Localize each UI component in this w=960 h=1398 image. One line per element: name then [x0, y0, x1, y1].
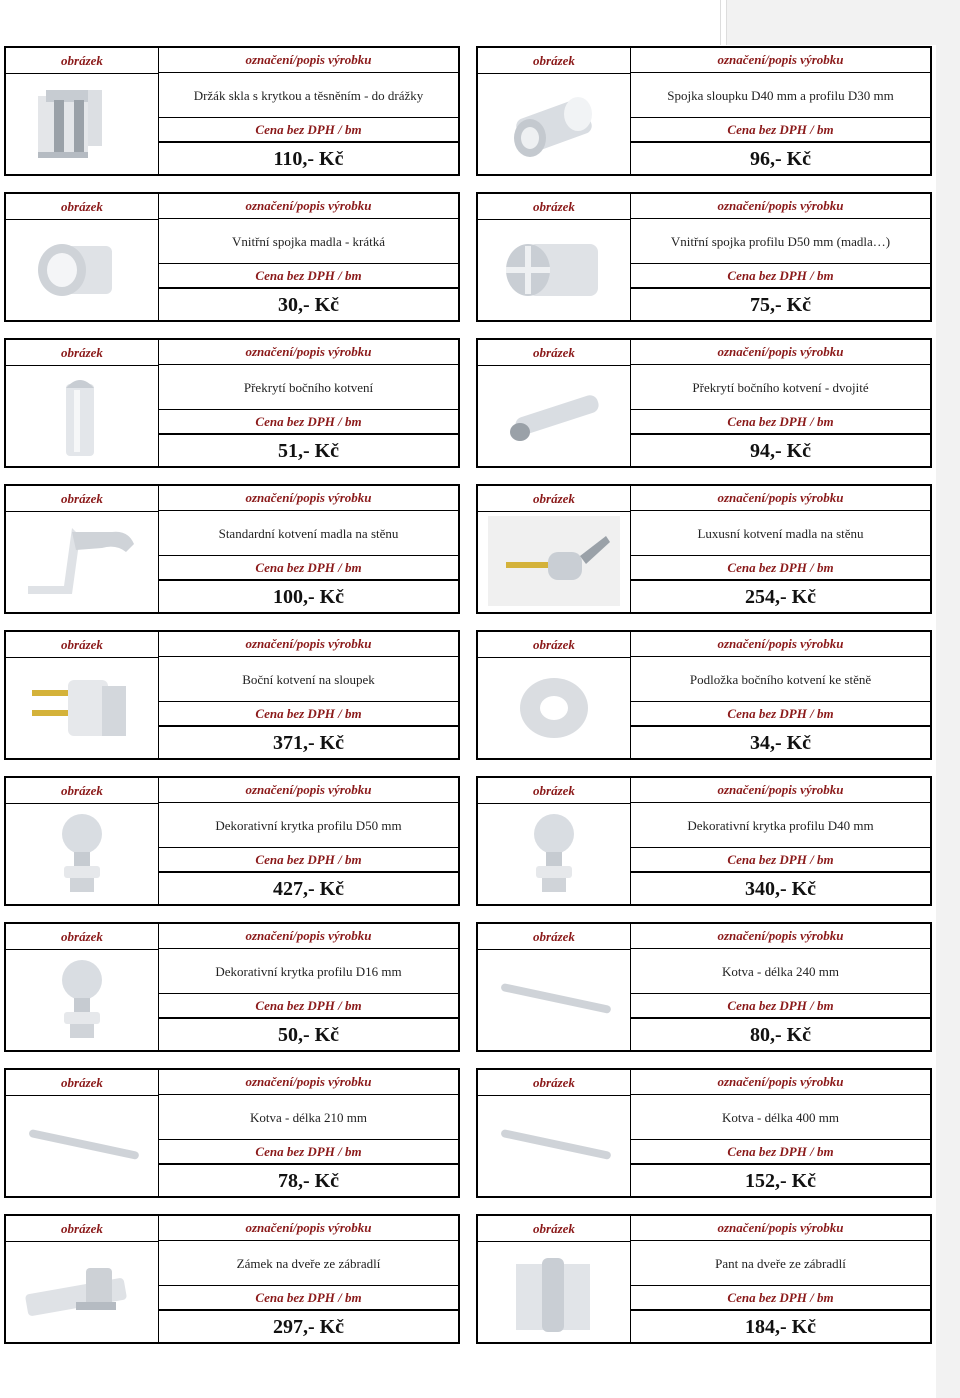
product-price: 110,- Kč [273, 148, 344, 170]
page-edge-line [726, 0, 727, 45]
description-header: označení/popis výrobku [159, 194, 458, 219]
product-description: Zámek na dveře ze zábradlí [159, 1242, 458, 1286]
product-card [476, 1214, 932, 1344]
product-price: 75,- Kč [749, 294, 812, 316]
side-cover-icon [16, 370, 148, 460]
door-hinge-icon [488, 1246, 620, 1336]
page-edge-line [720, 0, 721, 45]
description-header: označení/popis výrobku [631, 1216, 930, 1241]
product-price: 100,- Kč [272, 586, 345, 608]
product-card [4, 630, 460, 760]
anchor-rod-icon [488, 954, 620, 1044]
short-connector-icon [16, 224, 148, 314]
luxury-wall-bracket-icon [488, 516, 620, 606]
description-header: označení/popis výrobku [631, 632, 930, 657]
product-price: 152,- Kč [744, 1170, 817, 1192]
product-price: 427,- Kč [272, 878, 345, 900]
product-price: 340,- Kč [744, 878, 817, 900]
image-cell [6, 194, 159, 320]
image-cell [478, 1070, 631, 1196]
image-header: obrázek [478, 1216, 630, 1242]
product-description: Spojka sloupku D40 mm a profilu D30 mm [631, 74, 930, 118]
product-description: Držák skla s krytkou a těsněním - do drážky [159, 74, 458, 118]
description-header: označení/popis výrobku [159, 1216, 458, 1241]
image-header: obrázek [478, 632, 630, 658]
description-header: označení/popis výrobku [159, 1070, 458, 1095]
image-cell [6, 486, 159, 612]
image-cell [6, 778, 159, 904]
product-price: 94,- Kč [749, 440, 812, 462]
price-label: Cena bez DPH / bm [159, 995, 458, 1019]
price-label: Cena bez DPH / bm [631, 1141, 930, 1165]
image-header: obrázek [6, 48, 158, 74]
product-price: 51,- Kč [277, 440, 340, 462]
product-card [4, 922, 460, 1052]
price-label: Cena bez DPH / bm [159, 1141, 458, 1165]
product-card [4, 46, 460, 176]
page-edge-column [936, 42, 960, 1398]
image-cell [6, 1070, 159, 1196]
wall-bracket-icon [16, 516, 148, 606]
glass-holder-icon [16, 78, 148, 168]
product-card [476, 192, 932, 322]
description-header: označení/popis výrobku [631, 340, 930, 365]
image-header: obrázek [6, 194, 158, 220]
ball-cap-icon [16, 808, 148, 898]
image-cell [6, 48, 159, 174]
product-card [476, 776, 932, 906]
product-card [4, 192, 460, 322]
description-header: označení/popis výrobku [631, 924, 930, 949]
post-connector-icon [488, 78, 620, 168]
price-label: Cena bez DPH / bm [159, 703, 458, 727]
anchor-rod-icon [488, 1100, 620, 1190]
image-header: obrázek [6, 778, 158, 804]
image-cell [478, 778, 631, 904]
image-header: obrázek [6, 632, 158, 658]
product-description: Překrytí bočního kotvení - dvojité [631, 366, 930, 410]
product-price: 78,- Kč [277, 1170, 340, 1192]
price-label: Cena bez DPH / bm [631, 119, 930, 143]
product-description: Standardní kotvení madla na stěnu [159, 512, 458, 556]
product-card [4, 1068, 460, 1198]
image-cell [6, 924, 159, 1050]
description-header: označení/popis výrobku [631, 194, 930, 219]
product-card [476, 338, 932, 468]
product-description: Kotva - délka 400 mm [631, 1096, 930, 1140]
washer-icon [488, 662, 620, 752]
price-label: Cena bez DPH / bm [631, 557, 930, 581]
price-label: Cena bez DPH / bm [159, 849, 458, 873]
price-label: Cena bez DPH / bm [631, 411, 930, 435]
product-description: Překrytí bočního kotvení [159, 366, 458, 410]
page-edge-strip [726, 0, 960, 45]
product-card [4, 776, 460, 906]
product-price: 80,- Kč [749, 1024, 812, 1046]
product-description: Luxusní kotvení madla na stěnu [631, 512, 930, 556]
price-label: Cena bez DPH / bm [159, 1287, 458, 1311]
product-price: 184,- Kč [744, 1316, 817, 1338]
image-header: obrázek [478, 924, 630, 950]
product-description: Boční kotvení na sloupek [159, 658, 458, 702]
image-header: obrázek [6, 340, 158, 366]
image-cell [478, 924, 631, 1050]
image-header: obrázek [478, 1070, 630, 1096]
image-header: obrázek [478, 340, 630, 366]
image-header: obrázek [6, 924, 158, 950]
image-header: obrázek [478, 48, 630, 74]
product-description: Vnitřní spojka madla - krátká [159, 220, 458, 264]
anchor-rod-icon [16, 1100, 148, 1190]
door-lock-icon [16, 1246, 148, 1336]
price-label: Cena bez DPH / bm [631, 703, 930, 727]
image-cell [478, 194, 631, 320]
product-card [476, 1068, 932, 1198]
price-label: Cena bez DPH / bm [631, 995, 930, 1019]
price-label: Cena bez DPH / bm [631, 265, 930, 289]
image-header: obrázek [6, 1070, 158, 1096]
profile-connector-icon [488, 224, 620, 314]
image-header: obrázek [478, 778, 630, 804]
product-card [4, 484, 460, 614]
image-header: obrázek [478, 486, 630, 512]
image-cell [478, 1216, 631, 1342]
image-cell [6, 1216, 159, 1342]
description-header: označení/popis výrobku [631, 778, 930, 803]
double-side-cover-icon [488, 370, 620, 460]
product-card [4, 1214, 460, 1344]
price-label: Cena bez DPH / bm [159, 557, 458, 581]
product-description: Kotva - délka 210 mm [159, 1096, 458, 1140]
image-cell [6, 340, 159, 466]
product-price: 30,- Kč [277, 294, 340, 316]
price-label: Cena bez DPH / bm [159, 411, 458, 435]
product-card [4, 338, 460, 468]
product-price: 297,- Kč [272, 1316, 345, 1338]
description-header: označení/popis výrobku [159, 48, 458, 73]
product-description: Podložka bočního kotvení ke stěně [631, 658, 930, 702]
image-cell [478, 340, 631, 466]
product-price: 371,- Kč [272, 732, 345, 754]
product-description: Kotva - délka 240 mm [631, 950, 930, 994]
image-header: obrázek [6, 486, 158, 512]
product-description: Dekorativní krytka profilu D16 mm [159, 950, 458, 994]
ball-cap-icon [16, 954, 148, 1044]
product-price: 96,- Kč [749, 148, 812, 170]
post-side-mount-icon [16, 662, 148, 752]
product-description: Dekorativní krytka profilu D50 mm [159, 804, 458, 848]
description-header: označení/popis výrobku [631, 1070, 930, 1095]
description-header: označení/popis výrobku [631, 48, 930, 73]
product-card [476, 922, 932, 1052]
image-header: obrázek [478, 194, 630, 220]
product-description: Pant na dveře ze zábradlí [631, 1242, 930, 1286]
price-label: Cena bez DPH / bm [159, 119, 458, 143]
description-header: označení/popis výrobku [631, 486, 930, 511]
product-card [476, 46, 932, 176]
price-label: Cena bez DPH / bm [631, 1287, 930, 1311]
price-label: Cena bez DPH / bm [159, 265, 458, 289]
image-cell [6, 632, 159, 758]
ball-cap-icon [488, 808, 620, 898]
image-cell [478, 632, 631, 758]
product-price: 254,- Kč [744, 586, 817, 608]
product-card [476, 484, 932, 614]
image-header: obrázek [6, 1216, 158, 1242]
product-card [476, 630, 932, 760]
image-cell [478, 48, 631, 174]
product-price: 50,- Kč [277, 1024, 340, 1046]
description-header: označení/popis výrobku [159, 340, 458, 365]
description-header: označení/popis výrobku [159, 778, 458, 803]
image-cell [478, 486, 631, 612]
product-description: Dekorativní krytka profilu D40 mm [631, 804, 930, 848]
price-label: Cena bez DPH / bm [631, 849, 930, 873]
description-header: označení/popis výrobku [159, 632, 458, 657]
description-header: označení/popis výrobku [159, 924, 458, 949]
product-description: Vnitřní spojka profilu D50 mm (madla…) [631, 220, 930, 264]
product-price: 34,- Kč [749, 732, 812, 754]
description-header: označení/popis výrobku [159, 486, 458, 511]
